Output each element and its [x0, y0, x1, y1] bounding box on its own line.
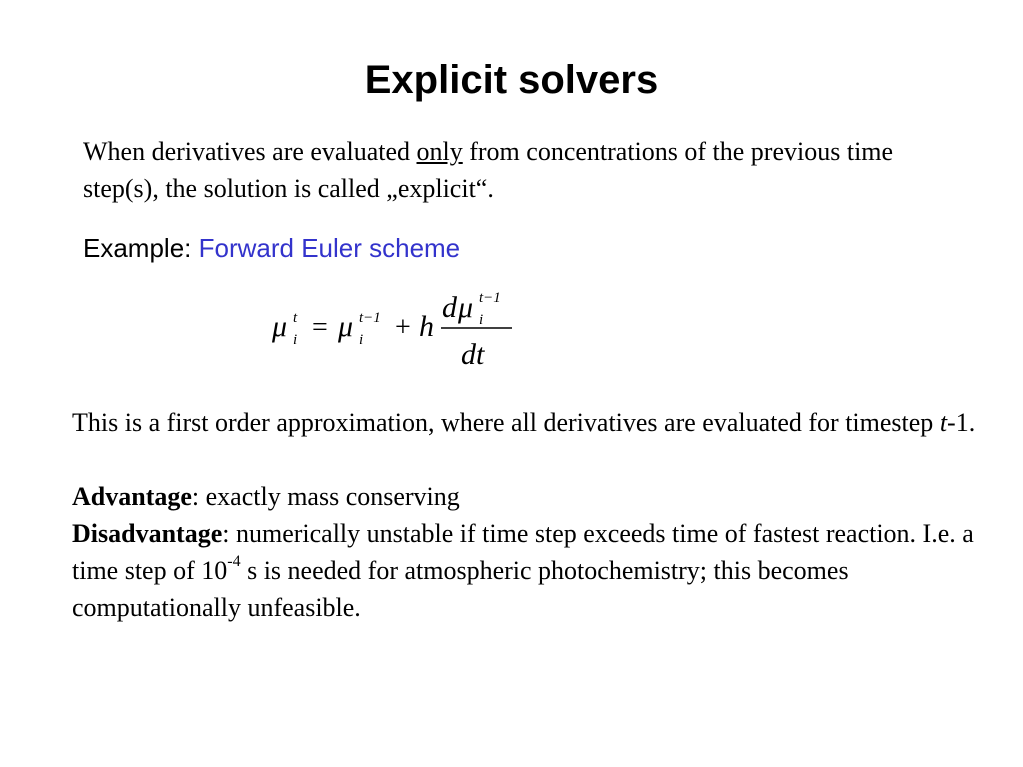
advantage-text: : exactly mass conserving: [191, 482, 460, 511]
first-order-text: This is a first order approximation, where all derivatives are evaluated for timestep: [72, 408, 940, 437]
eq-num-d: d: [442, 291, 457, 324]
eq-rhs-mu: μ: [338, 310, 354, 343]
advantage-line: [72, 478, 1002, 515]
eq-equals: =: [312, 312, 328, 343]
intro-paragraph: [83, 133, 923, 207]
example-label: Example:: [83, 233, 199, 263]
first-order-paragraph: [72, 404, 1002, 441]
eq-lhs-mu: μ: [272, 310, 288, 343]
eq-rhs-sup-t-minus-1: t−1: [359, 310, 381, 326]
intro-text-start: When derivatives are evaluated: [83, 137, 417, 166]
eq-plus: +: [395, 312, 411, 343]
example-scheme-name: Forward Euler scheme: [198, 233, 461, 263]
disadvantage-paragraph: [72, 515, 1002, 626]
paragraph-gap: [72, 441, 1002, 478]
eq-denominator: dt: [461, 338, 485, 371]
example-line: [83, 230, 460, 266]
advantage-label: Advantage: [72, 482, 192, 511]
eq-lhs-sub-i: i: [293, 332, 298, 348]
eq-h: h: [419, 310, 434, 343]
disadvantage-label: Disadvantage: [72, 519, 223, 548]
eq-num-sup-t-minus-1: t−1: [479, 290, 501, 306]
disadvantage-text: : numerically unstable if time step exceeds time of fastest reaction. I.e. a time step of 10: [72, 519, 974, 585]
slide-title: Explicit solvers: [364, 58, 659, 102]
details-block: [72, 404, 1002, 626]
intro-text-end: from concentrations of the previous time step(s), the solution is called „explicit“.: [83, 137, 894, 203]
eq-lhs-sup-t: t: [293, 310, 298, 326]
eq-num-mu: μ: [458, 291, 474, 324]
first-order-suffix: -1.: [947, 408, 976, 437]
forward-euler-equation: [262, 284, 532, 384]
eq-rhs-sub-i: i: [359, 332, 364, 348]
equation-svg: [262, 284, 532, 384]
first-order-variable: t: [939, 408, 948, 437]
eq-num-sub-i: i: [479, 312, 484, 328]
disadvantage-exponent: -4: [227, 553, 241, 571]
intro-emphasis-only: only: [416, 137, 463, 166]
disadvantage-text-end: s is needed for atmospheric photochemistry; this becomes computationally unfeasible.: [72, 556, 849, 622]
